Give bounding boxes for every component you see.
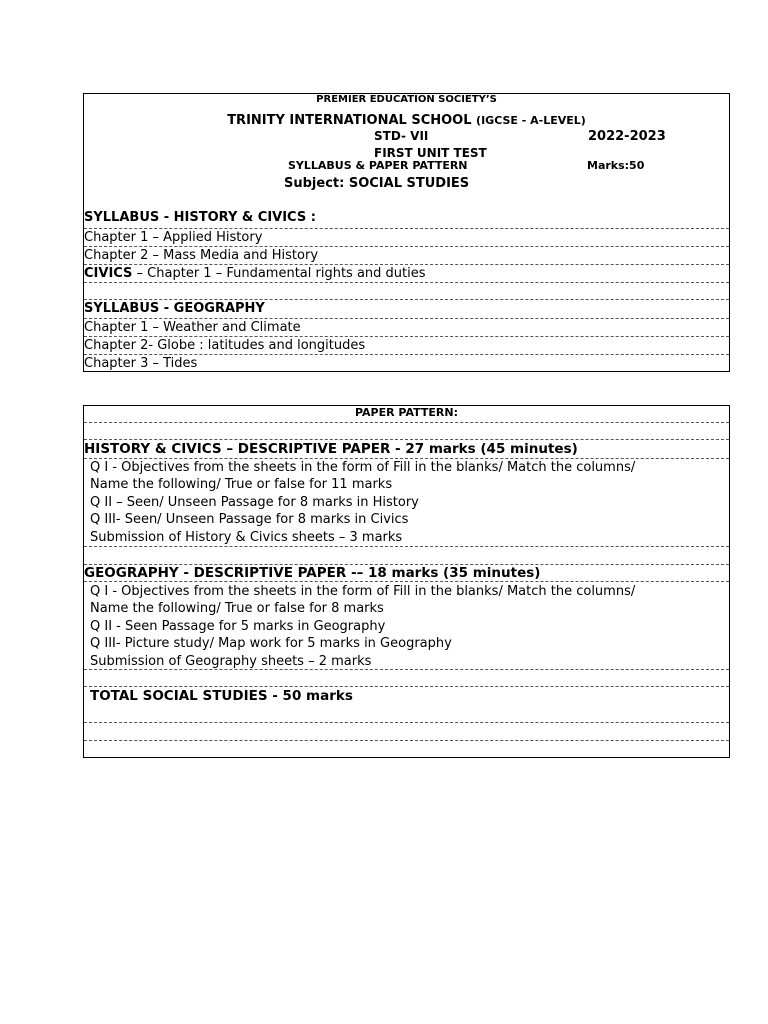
subject-title: Subject: SOCIAL STUDIES bbox=[284, 176, 470, 191]
geography-q1-line1: Q I - Objectives from the sheets in the form of Fill in the blanks/ Match the columns/ bbox=[90, 584, 636, 599]
geography-chapter-3: Chapter 3 – Tides bbox=[84, 356, 198, 371]
civics-chapter-line bbox=[84, 267, 426, 280]
history-submission: Submission of History & Civics sheets – 3 marks bbox=[90, 530, 403, 545]
row-divider bbox=[84, 740, 729, 741]
row-divider bbox=[84, 336, 729, 337]
paper-pattern-box bbox=[83, 405, 730, 758]
row-divider bbox=[84, 581, 729, 582]
civics-chapter-text: – Chapter 1 – Fundamental rights and duties bbox=[132, 266, 426, 281]
geography-q1-line2: Name the following/ True or false for 8 marks bbox=[90, 601, 384, 616]
school-title-line bbox=[84, 114, 729, 127]
row-divider bbox=[84, 318, 729, 319]
geography-submission: Submission of Geography sheets – 2 marks bbox=[90, 654, 372, 669]
geography-q2: Q II - Seen Passage for 5 marks in Geography bbox=[90, 619, 386, 634]
geography-q3: Q III- Picture study/ Map work for 5 marks in Geography bbox=[90, 636, 452, 651]
history-chapter-2: Chapter 2 – Mass Media and History bbox=[84, 248, 319, 263]
row-divider bbox=[84, 282, 729, 283]
paper-pattern-title: PAPER PATTERN: bbox=[354, 406, 458, 419]
std-label: STD- VII bbox=[374, 129, 429, 143]
row-divider bbox=[84, 354, 729, 355]
society-name: PREMIER EDUCATION SOCIETY’S bbox=[316, 94, 497, 105]
academic-year: 2022-2023 bbox=[588, 129, 666, 144]
geography-syllabus-heading: SYLLABUS - GEOGRAPHY bbox=[84, 301, 265, 316]
history-q3: Q III- Seen/ Unseen Passage for 8 marks in Civics bbox=[90, 512, 409, 527]
row-divider bbox=[84, 228, 729, 229]
pattern-title: SYLLABUS & PAPER PATTERN bbox=[288, 159, 468, 172]
history-q2: Q II – Seen/ Unseen Passage for 8 marks in History bbox=[90, 495, 419, 510]
row-divider bbox=[84, 264, 729, 265]
history-syllabus-heading: SYLLABUS - HISTORY & CIVICS : bbox=[84, 210, 316, 225]
row-divider bbox=[84, 422, 729, 423]
row-divider bbox=[84, 439, 729, 440]
history-q1-line2: Name the following/ True or false for 11 marks bbox=[90, 477, 393, 492]
row-divider bbox=[84, 458, 729, 459]
civics-label: CIVICS bbox=[84, 266, 133, 281]
total-marks: Marks:50 bbox=[587, 159, 645, 172]
row-divider bbox=[84, 686, 729, 687]
geography-chapter-1: Chapter 1 – Weather and Climate bbox=[84, 320, 301, 335]
geography-chapter-2: Chapter 2- Globe : latitudes and longitudes bbox=[84, 338, 366, 353]
row-divider bbox=[84, 722, 729, 723]
total-marks-line: TOTAL SOCIAL STUDIES - 50 marks bbox=[90, 688, 353, 704]
syllabus-box bbox=[83, 93, 730, 372]
history-chapter-1: Chapter 1 – Applied History bbox=[84, 230, 263, 245]
row-divider bbox=[84, 546, 729, 547]
row-divider bbox=[84, 669, 729, 670]
row-divider bbox=[84, 246, 729, 247]
history-paper-heading: HISTORY & CIVICS – DESCRIPTIVE PAPER - 27 marks (45 minutes) bbox=[84, 441, 578, 457]
geography-paper-heading: GEOGRAPHY - DESCRIPTIVE PAPER -– 18 marks (35 minutes) bbox=[84, 565, 541, 581]
test-name: FIRST UNIT TEST bbox=[374, 146, 487, 160]
history-q1-line1: Q I - Objectives from the sheets in the form of Fill in the blanks/ Match the columns/ bbox=[90, 460, 636, 475]
row-divider bbox=[84, 299, 729, 300]
school-suffix: (IGCSE - A-LEVEL) bbox=[476, 114, 586, 127]
school-name: TRINITY INTERNATIONAL SCHOOL bbox=[227, 113, 472, 128]
